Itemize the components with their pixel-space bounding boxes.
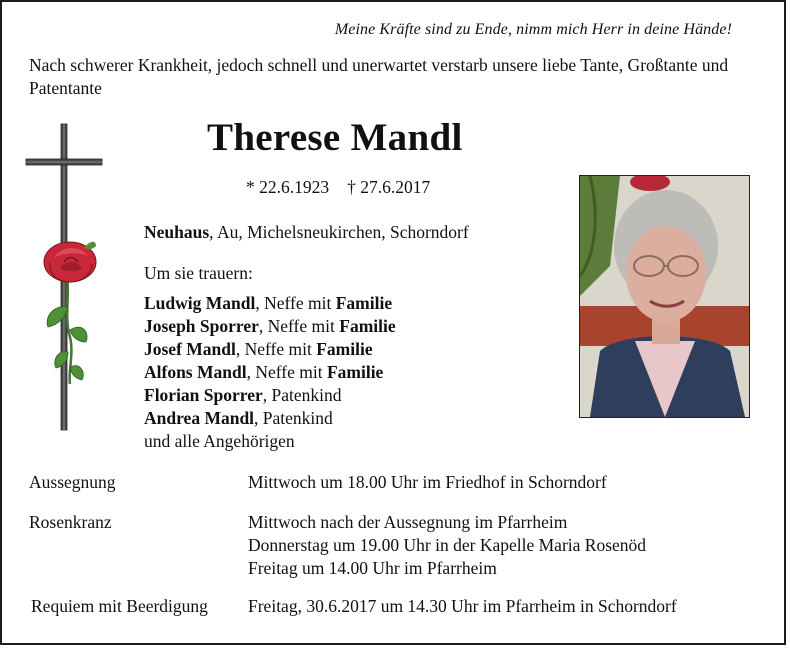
mourner-family: Familie <box>339 316 396 336</box>
service-label: Requiem mit Beerdigung <box>31 596 208 616</box>
place-rest: , Au, Michelsneukirchen, Schorndorf <box>209 222 469 242</box>
service-details <box>248 471 607 494</box>
portrait-illustration <box>580 176 749 417</box>
service-line: Freitag, 30.6.2017 um 14.30 Uhr im Pfarrheim in Schorndorf <box>248 596 677 616</box>
mourner-line <box>144 361 396 384</box>
mourner-family: Familie <box>335 293 393 313</box>
mourner-name: Florian Sporrer <box>144 385 263 405</box>
mourner-relation: , Patenkind <box>254 408 333 428</box>
cross-with-rose-icon <box>24 122 106 434</box>
service-line: Freitag um 14.00 Uhr im Pfarrheim <box>248 558 497 578</box>
service-line: Mittwoch nach der Aussegnung im Pfarrheim <box>248 512 568 532</box>
mourners-list <box>144 262 396 453</box>
mourner-name: Alfons Mandl <box>144 362 247 382</box>
service-details <box>248 595 677 618</box>
place-main: Neuhaus <box>144 222 210 242</box>
mourner-relation: , Patenkind <box>262 385 342 405</box>
mourner-relation: , Neffe mit <box>258 316 340 336</box>
service-line: Donnerstag um 19.00 Uhr in der Kapelle Maria Rosenöd <box>248 535 647 555</box>
birth-date: * 22.6.1923 <box>246 177 330 197</box>
mourner-line <box>144 338 396 361</box>
mourners-footer: und alle Angehörigen <box>144 431 295 451</box>
mourner-line <box>144 315 396 338</box>
mourner-name: Joseph Sporrer <box>144 316 259 336</box>
mourner-relation: , Neffe mit <box>246 362 327 382</box>
life-dates <box>246 177 430 198</box>
intro-text: Nach schwerer Krankheit, jedoch schnell und unerwartet verstarb unsere liebe Tante, Großtante und Patentante <box>29 55 729 98</box>
mourner-family: Familie <box>316 339 373 359</box>
deceased-name: Therese Mandl <box>207 116 463 159</box>
service-label: Rosenkranz <box>29 512 112 532</box>
service-line: Mittwoch um 18.00 Uhr im Friedhof in Schorndorf <box>248 472 607 492</box>
mourner-line <box>144 384 396 407</box>
death-date: † 27.6.2017 <box>347 177 431 197</box>
service-label: Aussegnung <box>29 472 116 492</box>
portrait-photo <box>579 175 750 418</box>
mourner-name: Andrea Mandl <box>144 408 255 428</box>
mourner-relation: , Neffe mit <box>255 293 336 313</box>
mourner-name: Josef Mandl <box>144 339 236 359</box>
places-line <box>144 222 469 243</box>
mourner-name: Ludwig Mandl <box>144 293 256 313</box>
mourner-relation: , Neffe mit <box>235 339 317 359</box>
mourner-line <box>144 407 396 430</box>
mourners-heading: Um sie trauern: <box>144 263 253 283</box>
service-details <box>248 511 646 580</box>
motto-verse: Meine Kräfte sind zu Ende, nimm mich Herr in deine Hände! <box>334 21 732 38</box>
mourner-line <box>144 292 396 315</box>
mourner-family: Familie <box>326 362 384 382</box>
